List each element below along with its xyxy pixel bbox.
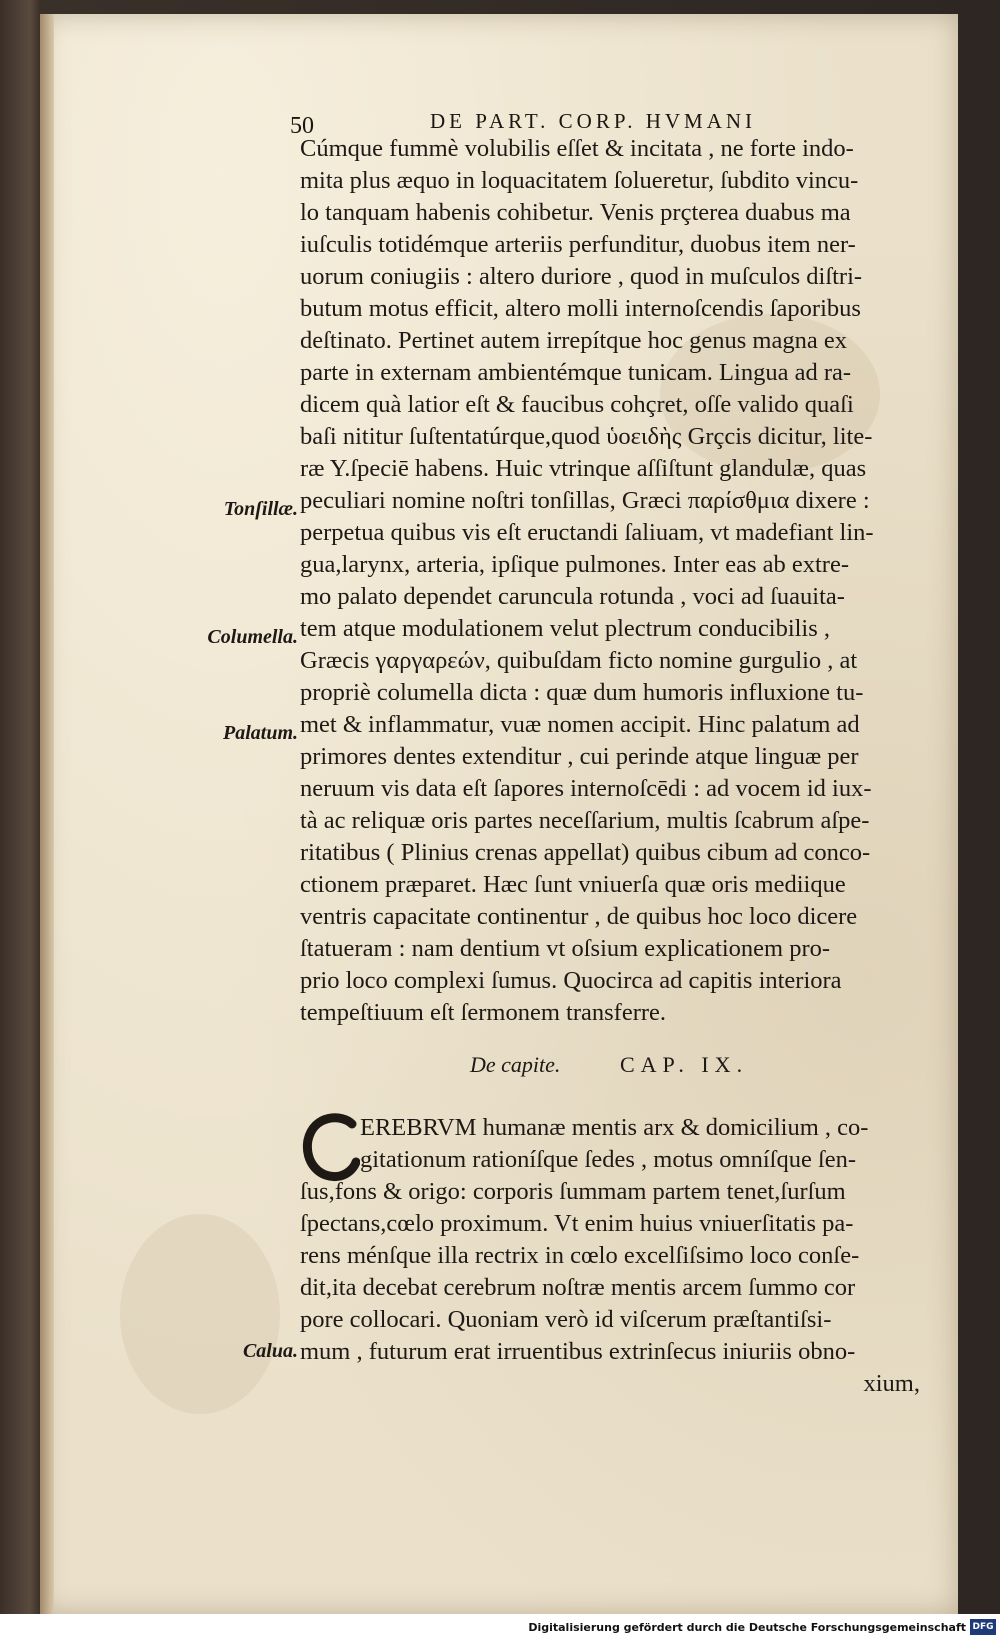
text-line: tempeſtiuum eſt ſermonem transferre. (300, 999, 667, 1026)
margin-note-tonsillae: Tonſillæ. (223, 498, 298, 520)
chapter-heading (470, 1050, 890, 1086)
dfg-logo-icon: DFG (970, 1619, 996, 1635)
text-line: EREBRVM humanæ mentis arx & domicilium , co- (360, 1114, 869, 1141)
text-line: pore collocari. Quoniam verò id viſcerum præſtantiſsi- (300, 1306, 832, 1333)
funding-credit: Digitalisierung gefördert durch die Deutsche Forschungsgemeinschaft (528, 1621, 966, 1634)
page-number: 50 (290, 113, 314, 139)
text-line: dit,ita decebat cerebrum noſtræ mentis arcem ſummo cor (300, 1274, 856, 1301)
body-text-block-2 (300, 1112, 940, 1400)
text-line: lo tanquam habenis cohibetur. Venis prçterea duabus ma (300, 199, 851, 226)
text-line: met & inflammatur, vuæ nomen accipit. Hinc palatum ad (300, 711, 860, 738)
text-line: baſi nititur ſuſtentatúrque,quod ὑοειδὴς Grçcis dicitur, lite- (300, 423, 873, 450)
text-line: tem atque modulationem velut plectrum conducibilis , (300, 615, 831, 642)
chapter-number: CAP. IX. (620, 1052, 749, 1077)
margin-note-palatum: Palatum. (222, 722, 298, 744)
text-line: ctionem præparet. Hæc ſunt vniuerſa quæ oris mediique (300, 871, 846, 898)
text-line: ſus,fons & origo: corporis ſummam partem tenet,ſurſum (300, 1178, 846, 1205)
text-line: ræ Y.ſpeciē habens. Huic vtrinque aſſiſtunt glandulæ, quas (300, 455, 867, 482)
text-line: xium, (863, 1370, 920, 1397)
text-line: Cúmque fummè volubilis eſſet & incitata , ne forte indo- (300, 135, 854, 162)
text-line: parte in externam ambientémque tunicam. Lingua ad ra- (300, 359, 852, 386)
text-line: mita plus æquo in loquacitatem ſolueretur, ſubdito vincu- (300, 167, 859, 194)
text-line: ſpectans,cœlo proximum. Vt enim huius vniuerſitatis pa- (300, 1210, 854, 1237)
text-line: peculiari nomine noſtri tonſillas, Græci παρίσθμια dixere : (300, 487, 870, 514)
text-line: gua,larynx, arteria, ipſique pulmones. Inter eas ab extre- (300, 551, 849, 578)
text-line: primores dentes extenditur , cui perinde atque linguæ per (300, 743, 859, 770)
text-line: mum , futurum erat irruentibus extrinſecus iniuriis obno- (300, 1338, 856, 1365)
margin-note-columella: Columella. (207, 626, 298, 648)
body-text-block-1 (300, 133, 940, 1029)
text-line: butum motus efficit, altero molli internoſcendis ſaporibus (300, 295, 861, 322)
text-line: iuſculis totidémque arteriis perfunditur, duobus item ner- (300, 231, 856, 258)
text-line: dicem quà latior eſt & faucibus cohçret, oſſe valido quaſi (300, 391, 854, 418)
text-line: uorum coniugiis : altero duriore , quod in muſculos diſtri- (300, 263, 863, 290)
text-line: tà ac reliquæ oris partes neceſſarium, multis ſcabrum aſpe- (300, 807, 870, 834)
text-line: gitationum rationíſque ſedes , motus omníſque ſen- (360, 1146, 857, 1173)
text-line: ritatibus ( Plinius crenas appellat) quibus cibum ad conco- (300, 839, 871, 866)
text-line: Græcis γαργαρεών, quibuſdam ficto nomine gurgulio , at (300, 647, 858, 674)
text-line: mo palato dependet caruncula rotunda , voci ad ſuauita- (300, 583, 845, 610)
page-gutter (40, 14, 54, 1614)
running-title: DE PART. CORP. HVMANI (430, 109, 757, 133)
text-line: prio loco complexi ſumus. Quocirca ad capitis interiora (300, 967, 842, 994)
text-line: perpetua quibus vis eſt eructandi ſaliuam, vt madefiant lin- (300, 519, 874, 546)
page-stain (120, 1214, 280, 1414)
margin-note-calua: Calua. (242, 1340, 298, 1362)
text-line: ſtatueram : nam dentium vt oſsium explicationem pro- (300, 935, 831, 962)
chapter-title: De capite. (470, 1052, 561, 1077)
digitization-footer (0, 1614, 1000, 1643)
text-line: propriè columella dicta : quæ dum humoris influxione tu- (300, 679, 864, 706)
text-line: rens ménſque illa rectrix in cœlo excelſiſsimo loco conſe- (300, 1242, 860, 1269)
text-line: ventris capacitate continentur , de quibus hoc loco dicere (300, 903, 858, 930)
text-line: neruum vis data eſt ſapores internoſcēdi : ad vocem id iux- (300, 775, 872, 802)
text-line: deſtinato. Pertinet autem irrepítque hoc genus magna ex (300, 327, 847, 354)
